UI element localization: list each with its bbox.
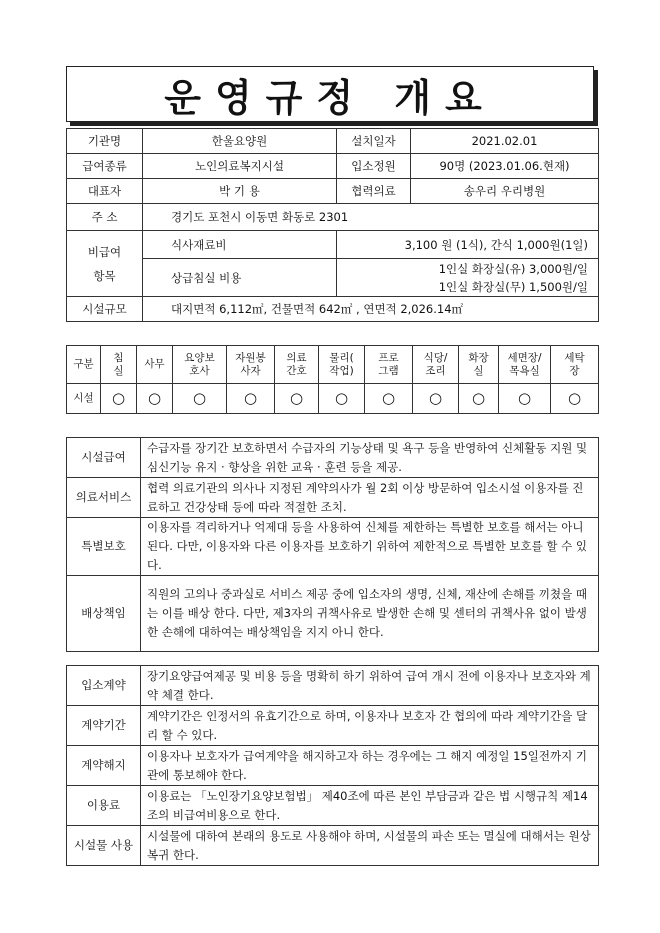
facility-column-header: 사무: [137, 346, 173, 384]
facility-mark: ○: [499, 384, 551, 414]
contract-row: [67, 706, 599, 746]
row-text: 장기요양급여제공 및 비용 등을 명확히 하기 위하여 급여 개시 전에 이용자나 보호자와 계약 체결 한다.: [141, 666, 599, 706]
row-label: 의료서비스: [67, 478, 141, 518]
type-value: 노인의료복지시설: [143, 154, 337, 179]
service-row: [67, 518, 599, 576]
org-label: 기관명: [67, 129, 143, 154]
facility-column-header: 식당/ 조리: [413, 346, 459, 384]
partner-value: 송우리 우리병원: [411, 179, 599, 204]
capacity-value: 90명 (2023.01.06.현재): [411, 154, 599, 179]
row-label: 계약기간: [67, 706, 141, 746]
row-label: 이용료: [67, 786, 141, 826]
facility-mark: ○: [319, 384, 365, 414]
contracts-table: [66, 665, 599, 866]
document-title: 운영규정 개요: [164, 74, 496, 120]
scale-label: 시설규모: [67, 297, 143, 322]
facility-column-header: 요양보 호사: [173, 346, 227, 384]
info-table: [66, 128, 599, 322]
fee-label: 비급여 항목: [67, 231, 143, 297]
service-row: [67, 576, 599, 652]
address-label: 주 소: [67, 204, 143, 231]
facility-column-header: 자원봉 사자: [227, 346, 275, 384]
contract-row: [67, 746, 599, 786]
row-text: 직원의 고의나 중과실로 서비스 제공 중에 입소자의 생명, 신체, 재산에 손해를 끼쳤을 때는 이를 배상 한다. 다만, 제3자의 귀책사유로 발생한 손해 및 센터의 귀책사유 없이 발생한 손해에 대하여는 배상책임을 지지 아니 한다.: [141, 576, 599, 652]
contract-row: [67, 786, 599, 826]
facility-header-label: 구분: [67, 346, 101, 384]
room-value-2: 1인실 화장실(무) 1,500원/일: [438, 279, 588, 294]
scale-value: 대지면적 6,112㎡, 건물면적 642㎡ , 연면적 2,026.14㎡: [143, 297, 599, 322]
capacity-label: 입소정원: [337, 154, 411, 179]
room-label: 상급침실 비용: [143, 259, 337, 297]
facility-row-label: 시설: [67, 384, 101, 414]
facility-column-header: 프로 그램: [365, 346, 413, 384]
date-label: 설치일자: [337, 129, 411, 154]
address-value: 경기도 포천시 이동면 화동로 2301: [143, 204, 599, 231]
document-title-box: [66, 66, 594, 122]
row-label: 시설물 사용: [67, 826, 141, 866]
meal-value: 3,100 원 (1식), 간식 1,000원(1일): [337, 231, 599, 259]
row-text: 이용료는 「노인장기요양보험법」 제40조에 따른 본인 부담금과 같은 법 시행규칙 제14조의 비급여비용으로 한다.: [141, 786, 599, 826]
service-row: [67, 438, 599, 478]
facility-mark: ○: [365, 384, 413, 414]
facility-mark: ○: [101, 384, 137, 414]
row-text: 수급자를 장기간 보호하면서 수급자의 기능상태 및 욕구 등을 반영하여 신체활동 지원 및 심신기능 유지 · 향상을 위한 교육 · 훈련 등을 제공.: [141, 438, 599, 478]
facilities-table: [66, 345, 599, 414]
facility-mark: ○: [227, 384, 275, 414]
row-text: 시설물에 대하여 본래의 용도로 사용해야 하며, 시설물의 파손 또는 멸실에 대해서는 원상복귀 한다.: [141, 826, 599, 866]
date-value: 2021.02.01: [411, 129, 599, 154]
facility-mark: ○: [137, 384, 173, 414]
row-label: 입소계약: [67, 666, 141, 706]
facility-mark: ○: [459, 384, 499, 414]
meal-label: 식사재료비: [143, 231, 337, 259]
services-table: [66, 437, 599, 652]
row-label: 시설급여: [67, 438, 141, 478]
row-text: 이용자를 격리하거나 억제대 등을 사용하여 신체를 제한하는 특별한 보호를 해서는 아니 된다. 다만, 이용자와 다른 이용자를 보호하기 위하여 제한적으로 특별한 보호를 할 수 있다.: [141, 518, 599, 576]
facility-column-header: 의료 간호: [275, 346, 319, 384]
contract-row: [67, 826, 599, 866]
facility-mark: ○: [275, 384, 319, 414]
facility-mark: ○: [173, 384, 227, 414]
contract-row: [67, 666, 599, 706]
org-value: 한울요양원: [143, 129, 337, 154]
rep-label: 대표자: [67, 179, 143, 204]
facility-column-header: 세면장/ 목욕실: [499, 346, 551, 384]
rep-value: 박 기 용: [143, 179, 337, 204]
facility-column-header: 화장 실: [459, 346, 499, 384]
facility-column-header: 침 실: [101, 346, 137, 384]
row-label: 배상책임: [67, 576, 141, 652]
facility-mark: ○: [413, 384, 459, 414]
service-row: [67, 478, 599, 518]
partner-label: 협력의료: [337, 179, 411, 204]
room-value-1: 1인실 화장실(유) 3,000원/일: [438, 261, 588, 276]
row-text: 협력 의료기관의 의사나 지정된 계약의사가 월 2회 이상 방문하여 입소시설 이용자를 진료하고 건강상태 등에 따라 적절한 조치.: [141, 478, 599, 518]
row-label: 특별보호: [67, 518, 141, 576]
facility-column-header: 물리( 작업): [319, 346, 365, 384]
row-text: 계약기간은 인정서의 유효기간으로 하며, 이용자나 보호자 간 협의에 따라 계약기간을 달리 할 수 있다.: [141, 706, 599, 746]
row-label: 계약해지: [67, 746, 141, 786]
facility-column-header: 세탁 장: [551, 346, 599, 384]
type-label: 급여종류: [67, 154, 143, 179]
row-text: 이용자나 보호자가 급여계약을 해지하고자 하는 경우에는 그 해지 예정일 15일전까지 기관에 통보해야 한다.: [141, 746, 599, 786]
facility-mark: ○: [551, 384, 599, 414]
